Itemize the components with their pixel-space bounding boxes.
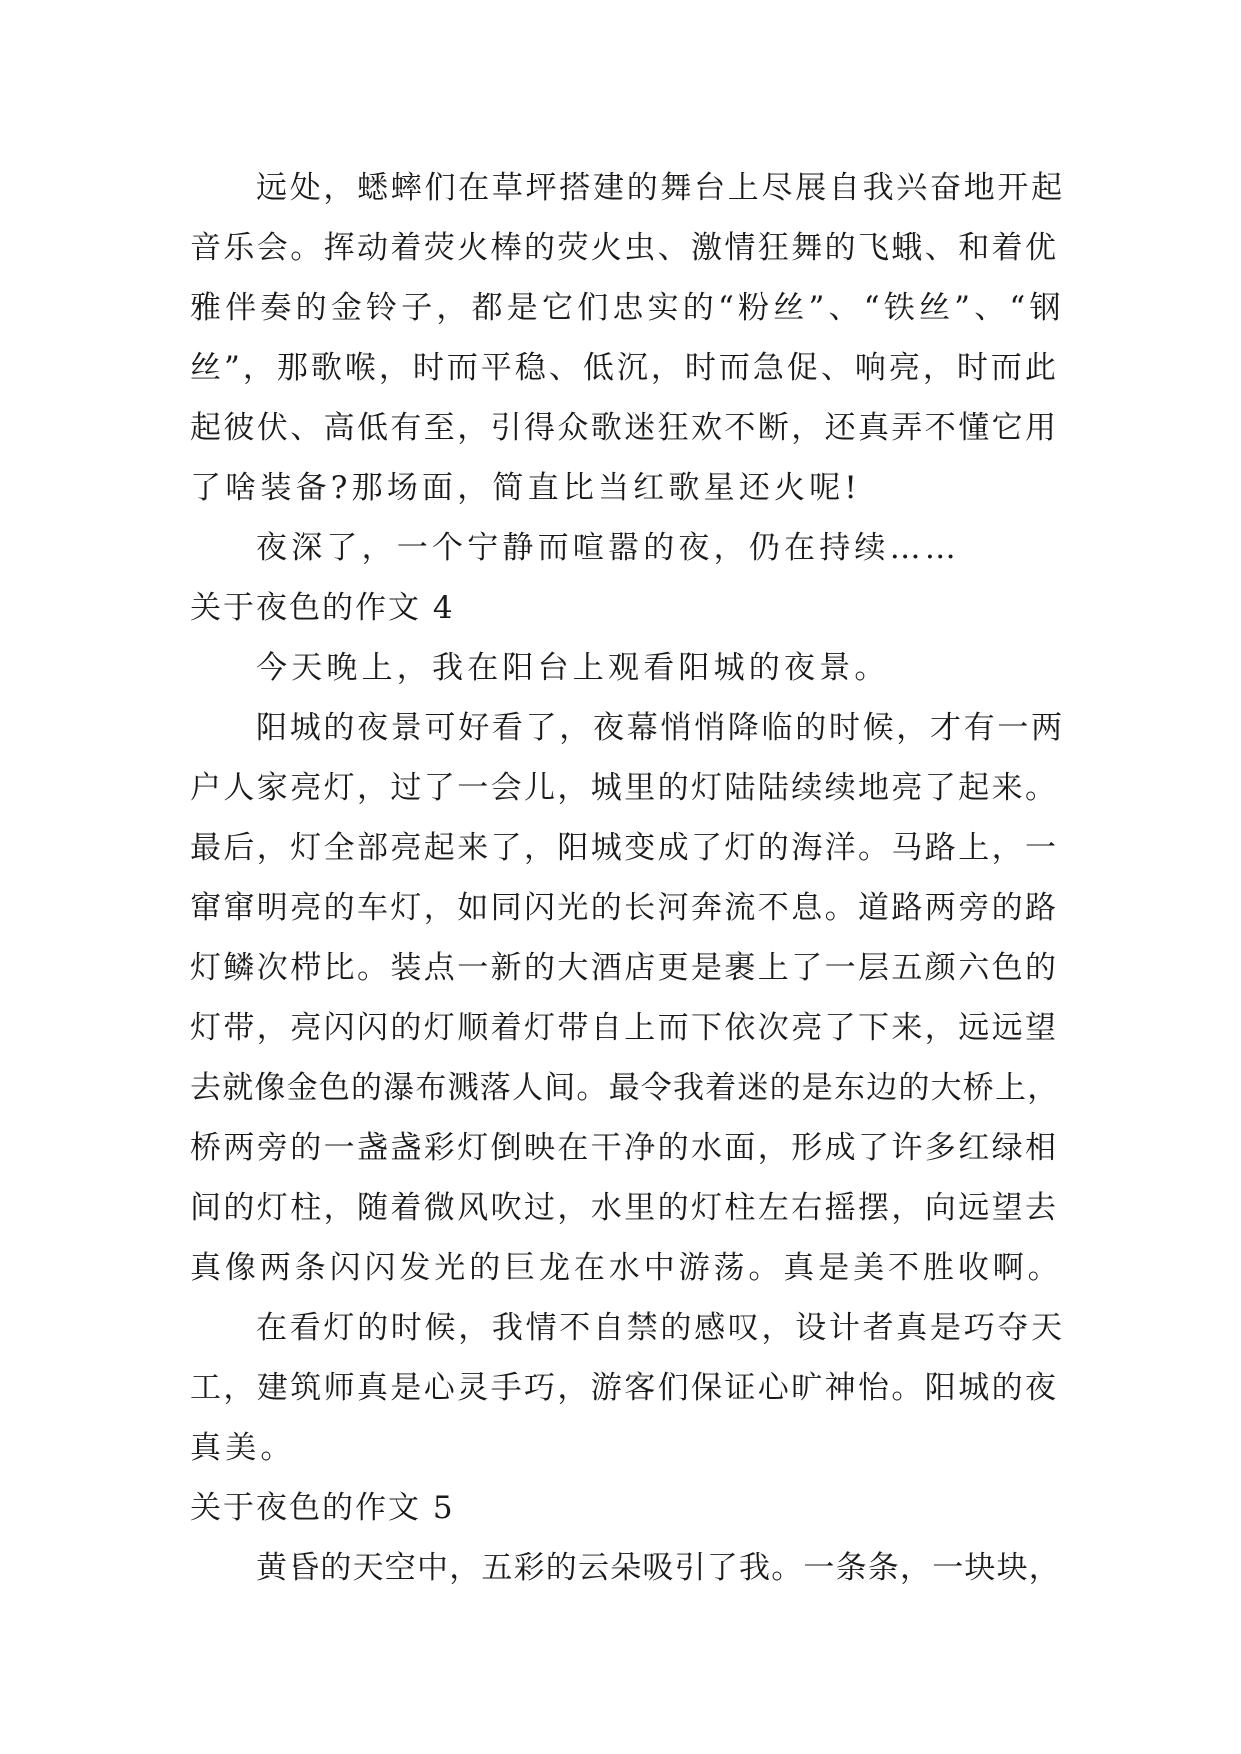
paragraph-line: 户人家亮灯，过了一会儿，城里的灯陆陆续续地亮了起来。	[190, 770, 1059, 806]
paragraph-line: 音乐会。挥动着荧火棒的荧火虫、激情狂舞的飞蛾、和着优	[190, 230, 1059, 266]
paragraph-line: 在看灯的时候，我情不自禁的感叹，设计者真是巧夺天	[256, 1310, 1065, 1346]
paragraph-line: 了啥装备?那场面，简直比当红歌星还火呢!	[190, 470, 862, 506]
paragraph-line: 灯鳞次栉比。装点一新的大酒店更是裹上了一层五颜六色的	[190, 950, 1059, 986]
section-heading: 关于夜色的作文 4	[190, 590, 455, 626]
paragraph-line: 丝”，那歌喉，时而平稳、低沉，时而急促、响亮，时而此	[190, 350, 1059, 386]
section-heading: 关于夜色的作文 5	[190, 1490, 455, 1526]
paragraph-line: 夜深了，一个宁静而喧嚣的夜，仍在持续……	[256, 530, 960, 566]
paragraph-line: 灯带，亮闪闪的灯顺着灯带自上而下依次亮了下来，远远望	[190, 1010, 1059, 1046]
paragraph-line: 雅伴奏的金铃子，都是它们忠实的“粉丝”、“铁丝”、“钢	[190, 290, 1065, 326]
paragraph-line: 真美。	[190, 1430, 296, 1466]
paragraph-line: 今天晚上，我在阳台上观看阳城的夜景。	[256, 650, 890, 686]
paragraph-line: 桥两旁的一盏盏彩灯倒映在干净的水面，形成了许多红绿相	[190, 1130, 1059, 1166]
paragraph-line: 工，建筑师真是心灵手巧，游客们保证心旷神怡。阳城的夜	[190, 1370, 1059, 1406]
essay-text-block	[190, 158, 1065, 1598]
paragraph-line: 远处，蟋蟀们在草坪搭建的舞台上尽展自我兴奋地开起	[256, 170, 1065, 206]
paragraph-line: 去就像金色的瀑布溅落人间。最令我着迷的是东边的大桥上，	[190, 1070, 1060, 1106]
paragraph-line: 窜窜明亮的车灯，如同闪光的长河奔流不息。道路两旁的路	[190, 890, 1059, 926]
paragraph-line: 最后，灯全部亮起来了，阳城变成了灯的海洋。马路上，一	[190, 830, 1059, 866]
paragraph-line: 起彼伏、高低有至，引得众歌迷狂欢不断，还真弄不懂它用	[190, 410, 1059, 446]
paragraph-line: 真像两条闪闪发光的巨龙在水中游荡。真是美不胜收啊。	[190, 1250, 1063, 1286]
paragraph-line: 阳城的夜景可好看了，夜幕悄悄降临的时候，才有一两	[256, 710, 1065, 746]
paragraph-line: 间的灯柱，随着微风吹过，水里的灯柱左右摇摆，向远望去	[190, 1190, 1059, 1226]
paragraph-line: 黄昏的天空中，五彩的云朵吸引了我。一条条，一块块，	[256, 1550, 1061, 1586]
